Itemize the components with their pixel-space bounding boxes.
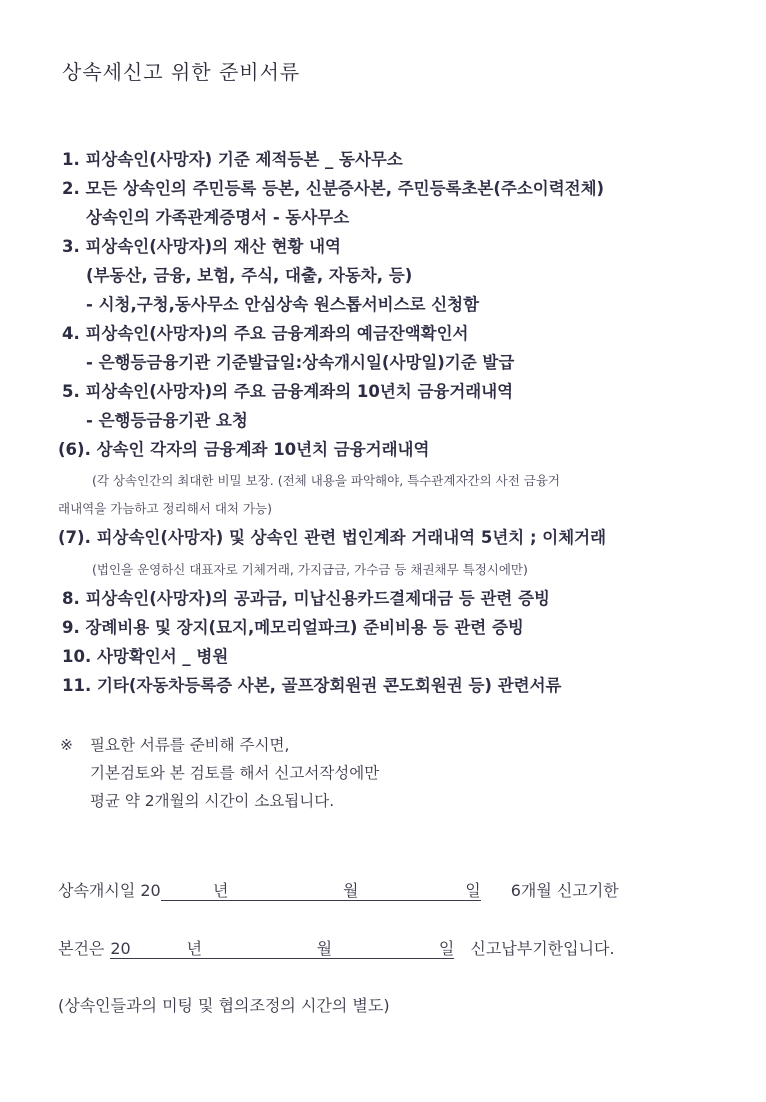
- list-item: 상속인의 가족관계증명서 - 동사무소: [86, 208, 350, 227]
- list-item-detail: (각 상속인간의 최대한 비밀 보장. (전체 내용을 파악해야, 특수관계자간의 사전 금융거: [92, 473, 560, 488]
- month-blank: 월: [281, 882, 421, 901]
- list-item: 3. 피상속인(사망자)의 재산 현황 내역: [62, 237, 341, 256]
- year-blank: 년: [161, 882, 281, 901]
- list-item: 9. 장례비용 및 장지(묘지,메모리얼파크) 준비비용 등 관련 증빙: [62, 618, 524, 637]
- form-suffix: 6개월 신고기한: [510, 881, 619, 900]
- form-label: 본건은: [58, 939, 105, 958]
- list-item: (6). 상속인 각자의 금융계좌 10년치 금융거래내역: [58, 440, 430, 459]
- filing-deadline-line: [58, 940, 615, 959]
- year-prefix: 20: [110, 940, 134, 959]
- list-item: - 은행등금융기관 기준발급일:상속개시일(사망일)기준 발급: [86, 353, 515, 372]
- list-item: 10. 사망확인서 _ 병원: [62, 647, 229, 666]
- list-item: - 은행등금융기관 요청: [86, 411, 248, 430]
- note-line: 평균 약 2개월의 시간이 소요됩니다.: [90, 792, 335, 810]
- year-blank: 년: [134, 940, 254, 959]
- day-blank: 일: [394, 940, 454, 959]
- list-item: - 시청,구청,동사무소 안심상속 원스톱서비스로 신청함: [86, 295, 480, 314]
- note-line: 필요한 서류를 준비해 주시면,: [90, 736, 290, 754]
- list-item-detail: 래내역을 가늠하고 정리해서 대처 가능): [58, 501, 272, 516]
- note-mark: ※: [60, 736, 73, 754]
- document-title: 상속세신고 위한 준비서류: [62, 60, 301, 84]
- footer-note: (상속인들과의 미팅 및 협의조정의 시간의 별도): [58, 996, 390, 1015]
- list-item: (7). 피상속인(사망자) 및 상속인 관련 법인계좌 거래내역 5년치 ; 이체거래: [58, 528, 607, 547]
- month-blank: 월: [254, 940, 394, 959]
- list-item: 11. 기타(자동차등록증 사본, 골프장회원권 콘도회원권 등) 관련서류: [62, 676, 562, 695]
- note-line: 기본검토와 본 검토를 해서 신고서작성에만: [90, 764, 380, 782]
- inheritance-start-date-line: [58, 882, 619, 901]
- day-blank: 일: [421, 882, 481, 901]
- list-item: (부동산, 금융, 보험, 주식, 대출, 자동차, 등): [86, 266, 413, 285]
- list-item: 1. 피상속인(사망자) 기준 제적등본 _ 동사무소: [62, 150, 403, 169]
- list-item-detail: (법인을 운영하신 대표자로 기체거래, 가지급금, 가수금 등 채권채무 특정시에만): [92, 562, 528, 577]
- list-item: 8. 피상속인(사망자)의 공과금, 미납신용카드결제대금 등 관련 증빙: [62, 589, 550, 608]
- list-item: 2. 모든 상속인의 주민등록 등본, 신분증사본, 주민등록초본(주소이력전체): [62, 179, 605, 198]
- list-item: 5. 피상속인(사망자)의 주요 금융계좌의 10년치 금융거래내역: [62, 382, 514, 401]
- form-label: 상속개시일 20: [58, 881, 161, 900]
- form-suffix: 신고납부기한입니다.: [470, 939, 615, 958]
- list-item: 4. 피상속인(사망자)의 주요 금융계좌의 예금잔액확인서: [62, 324, 469, 343]
